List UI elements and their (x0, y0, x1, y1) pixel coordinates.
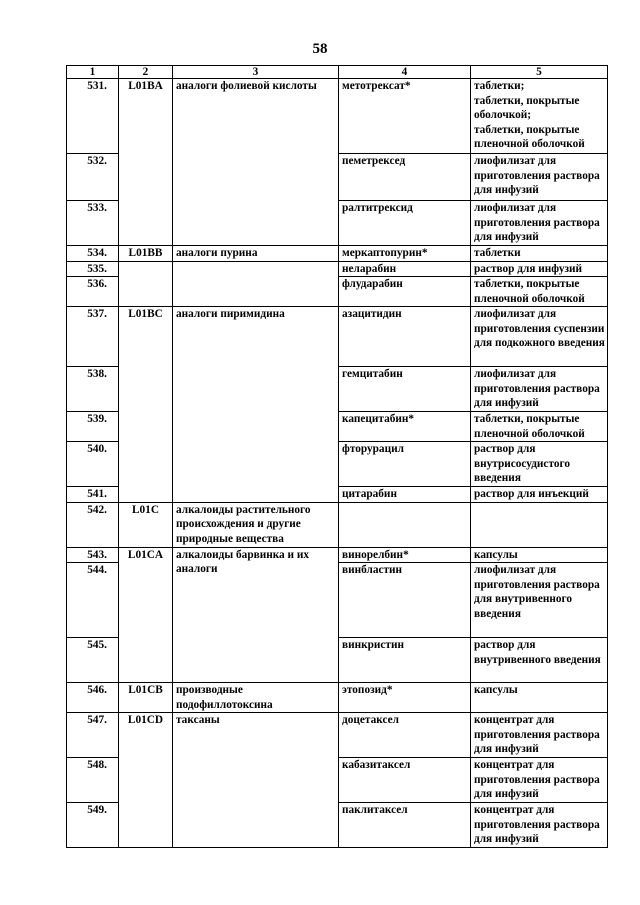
table-row (67, 307, 608, 367)
dosage-form-cell-text: концентрат для приготовления раствора для инфузий (474, 804, 600, 845)
row-number-cell (67, 154, 119, 201)
dosage-form-cell (471, 412, 608, 442)
header-cell: 5 (471, 66, 608, 79)
atc-code-cell (119, 547, 173, 683)
dosage-form-cell-text: лиофилизат для приготовления раствора для инфузий (474, 368, 600, 409)
atc-code-cell-text: L01BB (128, 247, 163, 259)
group-name-cell-text: производные подофиллотоксина (176, 684, 273, 711)
drug-name-cell-text: доцетаксел (342, 714, 399, 726)
row-number-cell (67, 261, 119, 277)
row-number-cell-text: 547. (87, 714, 107, 726)
dosage-form-cell (471, 563, 608, 638)
group-name-cell (173, 261, 339, 307)
drug-name-cell-text: метотрексат* (342, 80, 411, 92)
table-row (67, 246, 608, 262)
drug-name-cell-text: кабазитаксел (342, 759, 411, 771)
atc-code-cell (119, 261, 173, 307)
drug-name-cell (339, 261, 471, 277)
dosage-form-cell-text: лиофилизат для приготовления раствора для инфузий (474, 155, 600, 196)
row-number-cell-text: 549. (87, 804, 107, 816)
drug-name-cell (339, 246, 471, 262)
drug-name-cell-text: винбластин (342, 564, 403, 576)
atc-code-cell (119, 683, 173, 713)
atc-code-cell-text: L01BA (128, 80, 163, 92)
dosage-form-cell-text: капсулы (474, 548, 518, 561)
row-number-cell-text: 535. (87, 262, 107, 275)
drug-name-cell (339, 307, 471, 367)
row-number-cell (67, 502, 119, 547)
drug-name-cell-text: неларабин (342, 262, 397, 275)
drug-name-cell-text: этопозид* (342, 684, 393, 696)
dosage-form-cell (471, 79, 608, 154)
row-number-cell (67, 307, 119, 367)
row-number-cell (67, 713, 119, 758)
group-name-cell-text: аналоги фолиевой кислоты (176, 80, 317, 92)
drug-name-cell (339, 563, 471, 638)
atc-code-cell (119, 79, 173, 246)
dosage-form-cell-text: раствор для внутрисосудистого введения (474, 443, 570, 484)
atc-code-cell-text: L01C (132, 503, 159, 516)
table-row (67, 79, 608, 154)
drug-name-cell (339, 683, 471, 713)
drug-name-cell-text: пеметрексед (342, 155, 406, 167)
drug-name-cell (339, 758, 471, 803)
dosage-form-cell-text: лиофилизат для приготовления раствора для внутривенного введения (474, 564, 600, 620)
atc-code-cell (119, 713, 173, 848)
row-number-cell (67, 412, 119, 442)
row-number-cell-text: 538. (87, 368, 107, 380)
row-number-cell-text: 531. (87, 80, 107, 92)
dosage-form-cell (471, 487, 608, 503)
dosage-form-cell (471, 277, 608, 307)
row-number-cell-text: 542. (87, 503, 107, 516)
row-number-cell (67, 487, 119, 503)
drug-name-cell-text: ралтитрексид (342, 202, 413, 214)
dosage-form-cell-text: таблетки; таблетки, покрытые оболочкой; таблетки, покрытые пленочной оболочкой (474, 80, 585, 150)
atc-code-cell (119, 246, 173, 262)
row-number-cell (67, 367, 119, 412)
drug-name-cell-text: фторурацил (342, 443, 404, 455)
header-row (67, 66, 608, 79)
dosage-form-cell-text: концентрат для приготовления раствора для инфузий (474, 714, 600, 755)
drug-name-cell-text: гемцитабин (342, 368, 403, 380)
atc-code-cell-text: L01CB (128, 684, 163, 696)
dosage-form-cell-text: таблетки (474, 247, 521, 259)
header-cell: 2 (119, 66, 173, 79)
atc-code-cell-text: L01CD (127, 714, 164, 726)
group-name-cell (173, 246, 339, 262)
drug-name-cell (339, 277, 471, 307)
dosage-form-cell-text: раствор для инфузий (474, 262, 583, 275)
dosage-form-cell-text: раствор для инъекций (474, 488, 589, 500)
drug-name-cell-text: винкристин (342, 639, 405, 651)
header-cell: 1 (67, 66, 119, 79)
dosage-form-cell-text: раствор для внутривенного введения (474, 639, 601, 666)
drug-name-cell (339, 412, 471, 442)
drug-name-cell-text: винорелбин* (342, 548, 409, 561)
group-name-cell (173, 713, 339, 848)
row-number-cell (67, 547, 119, 563)
dosage-form-cell (471, 201, 608, 246)
drug-name-cell-text: паклитаксел (342, 804, 408, 816)
header-cell: 3 (173, 66, 339, 79)
row-number-cell (67, 803, 119, 848)
group-name-cell (173, 307, 339, 503)
row-number-cell-text: 533. (87, 202, 107, 214)
drug-name-cell (339, 502, 471, 547)
dosage-form-cell (471, 683, 608, 713)
atc-code-cell-text: L01BC (128, 308, 163, 320)
row-number-cell-text: 540. (87, 443, 107, 455)
group-name-cell-text: алкалоиды барвинка и их аналоги (176, 548, 310, 575)
drug-name-cell-text: цитарабин (342, 488, 397, 500)
dosage-form-cell-text: лиофилизат для приготовления суспензии для подкожного введения (474, 308, 605, 349)
row-number-cell-text: 544. (87, 564, 107, 576)
atc-code-cell (119, 307, 173, 503)
row-number-cell (67, 683, 119, 713)
row-number-cell-text: 548. (87, 759, 107, 771)
atc-code-cell-text: L01CA (127, 548, 164, 561)
group-name-cell-text: таксаны (176, 714, 220, 726)
dosage-form-cell (471, 261, 608, 277)
row-number-cell-text: 545. (87, 639, 107, 651)
drug-name-cell-text: капецитабин* (342, 413, 415, 425)
row-number-cell-text: 534. (87, 247, 107, 259)
drug-name-cell (339, 201, 471, 246)
group-name-cell (173, 683, 339, 713)
row-number-cell-text: 536. (87, 278, 107, 290)
dosage-form-cell (471, 154, 608, 201)
drug-name-cell (339, 154, 471, 201)
row-number-cell (67, 442, 119, 487)
drug-name-cell (339, 547, 471, 563)
dosage-form-cell (471, 442, 608, 487)
table-row (67, 713, 608, 758)
row-number-cell (67, 638, 119, 683)
dosage-form-cell (471, 713, 608, 758)
group-name-cell-text: алкалоиды растительного происхождения и другие природные вещества (176, 503, 311, 545)
drug-table (66, 65, 608, 848)
drug-name-cell (339, 713, 471, 758)
drug-name-cell (339, 803, 471, 848)
table-row (67, 683, 608, 713)
row-number-cell (67, 758, 119, 803)
drug-name-cell-text: флударабин (342, 278, 403, 290)
drug-name-cell (339, 367, 471, 412)
dosage-form-cell (471, 758, 608, 803)
row-number-cell-text: 539. (87, 413, 107, 425)
drug-name-cell (339, 79, 471, 154)
group-name-cell (173, 547, 339, 683)
row-number-cell-text: 541. (87, 488, 107, 500)
group-name-cell (173, 79, 339, 246)
row-number-cell-text: 546. (87, 684, 107, 696)
table-row (67, 261, 608, 277)
drug-name-cell (339, 442, 471, 487)
row-number-cell (67, 563, 119, 638)
row-number-cell (67, 277, 119, 307)
row-number-cell (67, 79, 119, 154)
group-name-cell-text: аналоги пурина (176, 247, 258, 259)
dosage-form-cell (471, 547, 608, 563)
dosage-form-cell (471, 367, 608, 412)
table-row (67, 547, 608, 563)
dosage-form-cell-text: таблетки, покрытые пленочной оболочкой (474, 413, 585, 440)
dosage-form-cell-text: таблетки, покрытые пленочной оболочкой (474, 278, 585, 305)
drug-name-cell (339, 638, 471, 683)
row-number-cell-text: 537. (87, 308, 107, 320)
dosage-form-cell (471, 246, 608, 262)
group-name-cell-text: аналоги пиримидина (176, 308, 285, 320)
page-number: 58 (312, 41, 328, 57)
row-number-cell (67, 246, 119, 262)
table-row (67, 502, 608, 547)
row-number-cell (67, 201, 119, 246)
dosage-form-cell-text: капсулы (474, 684, 518, 696)
dosage-form-cell-text: лиофилизат для приготовления раствора для инфузий (474, 202, 600, 243)
drug-name-cell-text: азацитидин (342, 308, 402, 320)
group-name-cell (173, 502, 339, 547)
dosage-form-cell (471, 803, 608, 848)
drug-name-cell (339, 487, 471, 503)
row-number-cell-text: 543. (87, 548, 107, 561)
dosage-form-cell (471, 638, 608, 683)
row-number-cell-text: 532. (87, 155, 107, 167)
dosage-form-cell (471, 502, 608, 547)
drug-name-cell-text: меркаптопурин* (342, 247, 428, 259)
atc-code-cell (119, 502, 173, 547)
header-cell: 4 (339, 66, 471, 79)
dosage-form-cell-text: концентрат для приготовления раствора для инфузий (474, 759, 600, 800)
dosage-form-cell (471, 307, 608, 367)
